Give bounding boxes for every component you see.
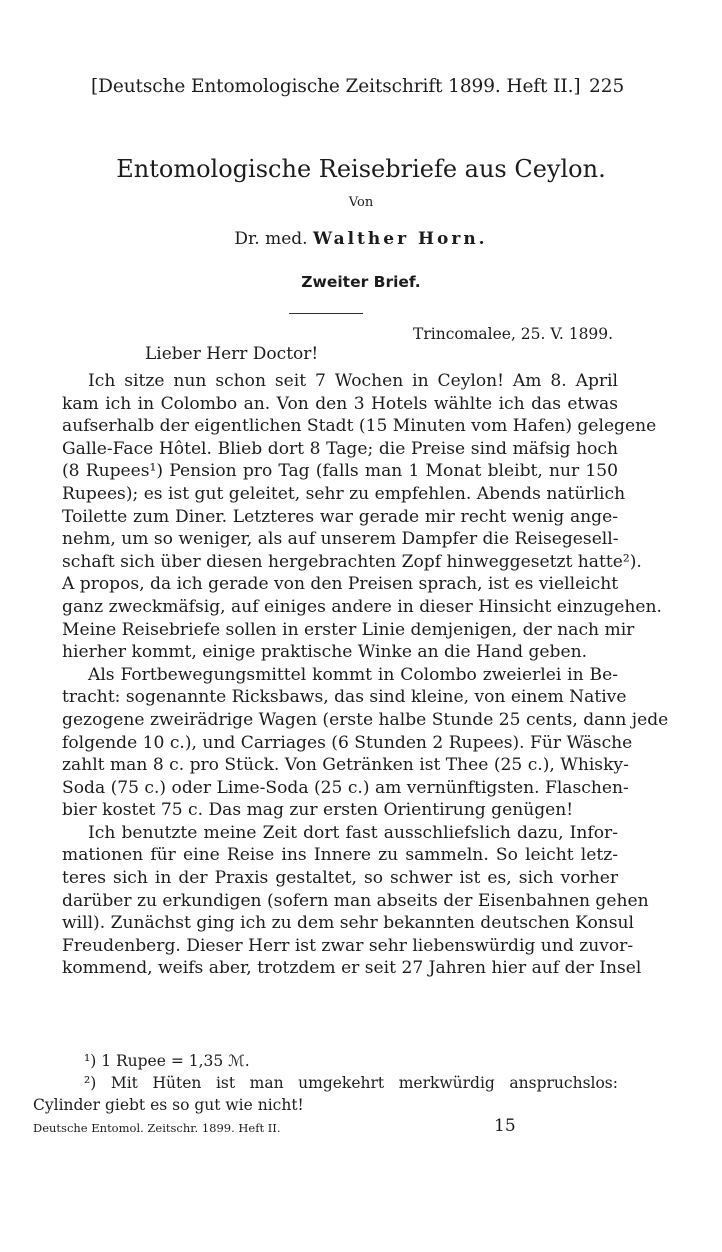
body-line: gezogene zweirädrige Wagen (erste halbe Stunde 25 cents, dann jede <box>62 709 669 730</box>
body-line: A propos, da ich gerade von den Preisen sprach, ist es vielleicht <box>62 574 619 595</box>
body-line: teres sich in der Praxis gestaltet, so schwer ist es, sich vorher <box>62 868 618 889</box>
body-line: darüber zu erkundigen (sofern man abseits der Eisenbahnen gehen <box>62 890 649 911</box>
footnote-2-continued: Cylinder giebt es so gut wie nicht! <box>33 1096 304 1114</box>
body-line: Rupees); es ist gut geleitet, sehr zu empfehlen. Abends natürlich <box>62 483 626 504</box>
body-line: Soda (75 c.) oder Lime-Soda (25 c.) am vernünftigsten. Flaschen- <box>62 777 629 798</box>
body-line: hierher kommt, einige praktische Winke an die Hand geben. <box>62 642 588 663</box>
running-header: [Deutsche Entomologische Zeitschrift 1899. Heft II.] <box>91 76 581 97</box>
body-line: Meine Reisebriefe sollen in erster Linie demjenigen, der nach mir <box>62 619 635 640</box>
author-prefix: Dr. med. <box>234 229 313 249</box>
dateline: Trincomalee, 25. V. 1899. <box>413 325 614 343</box>
body-line: ganz zweckmäfsig, auf einiges andere in dieser Hinsicht einzugehen. <box>62 596 662 617</box>
body-line: mationen für eine Reise ins Innere zu sammeln. So leicht letz- <box>62 845 618 866</box>
journal-reference: Deutsche Entomol. Zeitschr. 1899. Heft II. <box>33 1121 281 1135</box>
section-heading: Zweiter Brief. <box>301 273 421 291</box>
article-title: Entomologische Reisebriefe aus Ceylon. <box>116 155 606 183</box>
body-line: Als Fortbewegungsmittel kommt in Colombo zweierlei in Be- <box>88 664 618 685</box>
body-line: folgende 10 c.), und Carriages (6 Stunden 2 Rupees). Für Wäsche <box>62 732 633 753</box>
body-line: Freudenberg. Dieser Herr ist zwar sehr liebenswürdig und zuvor- <box>62 935 634 956</box>
body-line: Ich benutzte meine Zeit dort fast ausschliefslich dazu, Infor- <box>88 822 618 843</box>
footnote-2: ²) Mit Hüten ist man umgekehrt merkwürdig anspruchslos: <box>84 1074 618 1092</box>
page-number: 225 <box>589 76 625 97</box>
body-line: Galle-Face Hôtel. Blieb dort 8 Tage; die Preise sind mäfsig hoch <box>62 438 618 459</box>
body-line: bier kostet 75 c. Das mag zur ersten Orientirung genügen! <box>62 800 574 821</box>
signature-mark: 15 <box>494 1116 516 1136</box>
body-text <box>62 370 669 980</box>
body-line: schaft sich über diesen hergebrachten Zopf hinweggesetzt hatte²). <box>62 551 642 572</box>
body-line: zahlt man 8 c. pro Stück. Von Getränken ist Thee (25 c.), Whisky- <box>62 755 629 776</box>
body-line: nehm, um so weniger, als auf unserem Dampfer die Reisegesell- <box>62 529 619 550</box>
body-line: Ich sitze nun schon seit 7 Wochen in Ceylon! Am 8. April <box>88 371 618 391</box>
body-line: kommend, weifs aber, trotzdem er seit 27 Jahren hier auf der Insel <box>62 958 642 979</box>
body-line: will). Zunächst ging ich zu dem sehr bekannten deutschen Konsul <box>62 913 635 934</box>
body-line: Toilette zum Diner. Letzteres war gerade mir recht wenig ange- <box>62 506 618 527</box>
author-line <box>0 229 722 249</box>
footnote-1: ¹) 1 Rupee = 1,35 ℳ. <box>84 1052 250 1070</box>
body-line: tracht: sogenannte Ricksbaws, das sind kleine, von einem Native <box>62 687 627 708</box>
author-name: Walther Horn. <box>312 229 488 249</box>
body-line: (8 Rupees¹) Pension pro Tag (falls man 1 Monat bleibt, nur 150 <box>62 461 618 482</box>
byline-von: Von <box>348 195 374 210</box>
body-line: kam ich in Colombo an. Von den 3 Hotels wählte ich das etwas <box>62 393 618 414</box>
salutation: Lieber Herr Doctor! <box>145 344 319 364</box>
body-line: aufserhalb der eigentlichen Stadt (15 Minuten vom Hafen) gelegene <box>62 416 657 437</box>
section-divider <box>289 313 363 314</box>
